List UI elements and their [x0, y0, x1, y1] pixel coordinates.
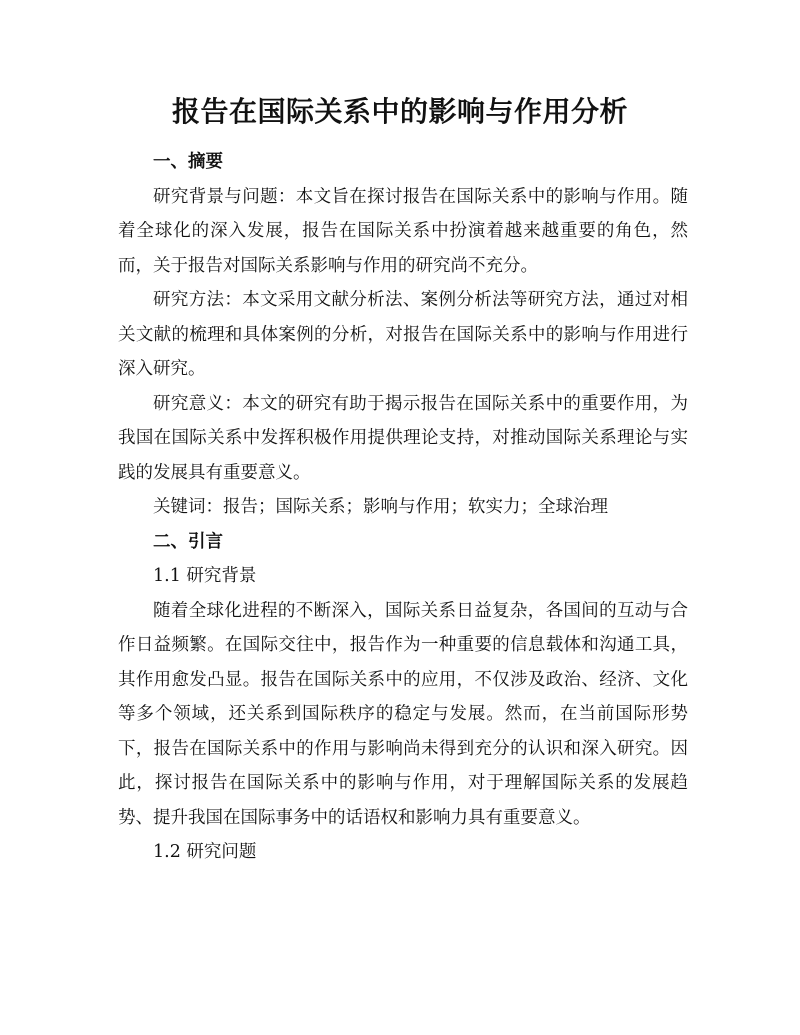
abstract-background-paragraph: 研究背景与问题：本文旨在探讨报告在国际关系中的影响与作用。随着全球化的深入发展，报告在国际关系中扮演着越来越重要的角色，然而，关于报告对国际关系影响与作用的研究尚不充分。 — [118, 186, 688, 276]
abstract-method-paragraph: 研究方法：本文采用文献分析法、案例分析法等研究方法，通过对相关文献的梳理和具体案例的分析，对报告在国际关系中的影响与作用进行深入研究。 — [118, 290, 688, 379]
keywords-paragraph: 关键词：报告；国际关系；影响与作用；软实力；全球治理 — [153, 497, 608, 517]
research-background-paragraph: 随着全球化进程的不断深入，国际关系日益复杂，各国间的互动与合作日益频繁。在国际交往中，报告作为一种重要的信息载体和沟通工具，其作用愈发凸显。报告在国际关系中的应用，不仅涉及政治、经济、文化等多个领域，还关系到国际秩序的稳定与发展。然而，在当前国际形势下，报告在国际关系中的作用与影响尚未得到充分的认识和深入研究。因此，探讨报告在国际关系中的影响与作用，对于理解国际关系的发展趋势、提升我国在国际事务中的话语权和影响力具有重要意义。 — [118, 600, 688, 828]
document-title: 报告在国际关系中的影响与作用分析 — [171, 95, 628, 128]
research-background-heading: 1.1 研究背景 — [153, 566, 257, 586]
document-body — [118, 145, 688, 870]
introduction-heading: 二、引言 — [153, 531, 223, 552]
abstract-significance-paragraph: 研究意义：本文的研究有助于揭示报告在国际关系中的重要作用，为我国在国际关系中发挥积极作用提供理论支持，对推动国际关系理论与实践的发展具有重要意义。 — [118, 393, 688, 483]
research-question-heading: 1.2 研究问题 — [153, 842, 257, 862]
abstract-heading: 一、摘要 — [153, 152, 223, 172]
